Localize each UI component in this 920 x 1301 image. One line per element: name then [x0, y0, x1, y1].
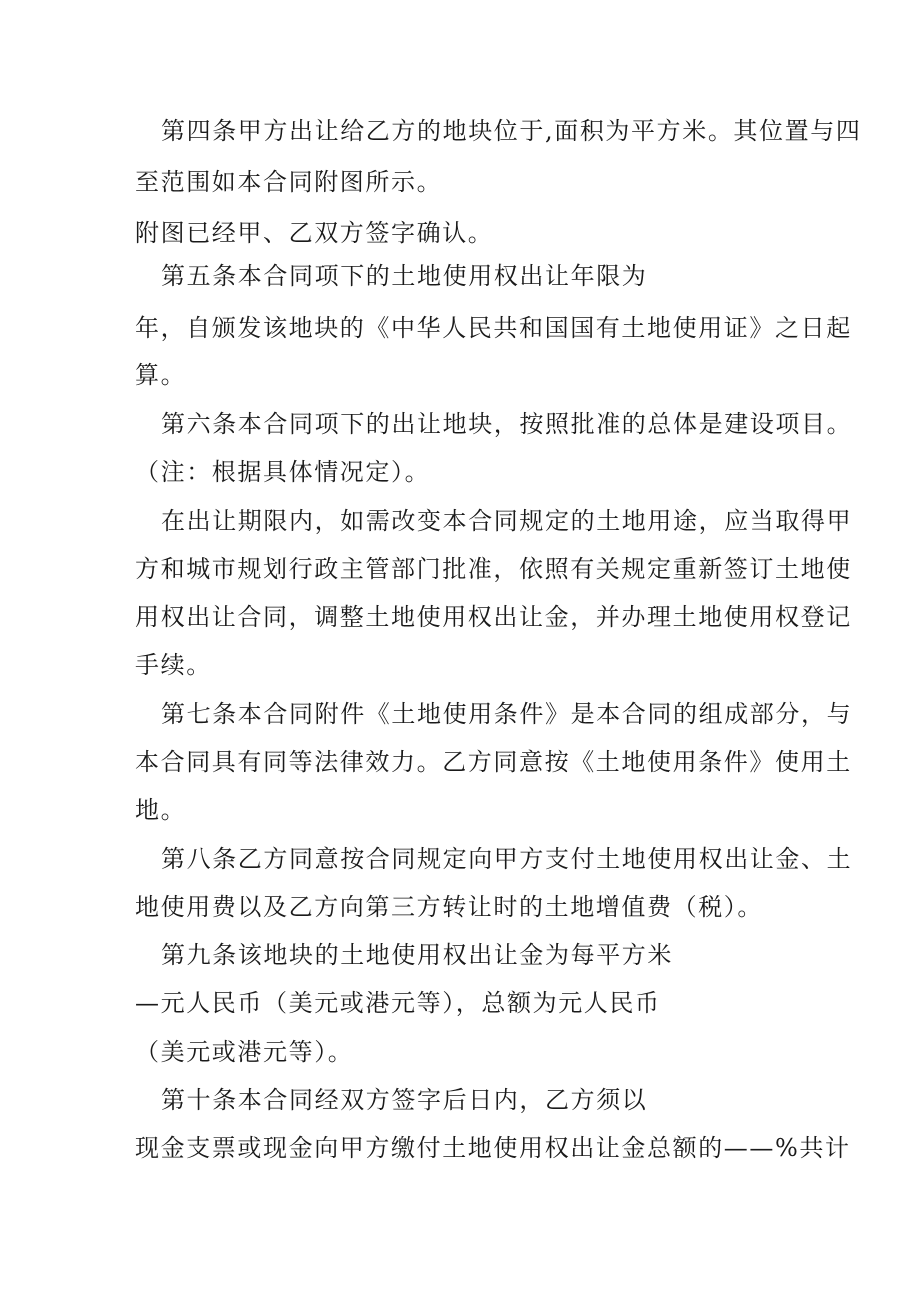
text-line: 方和城市规划行政主管部门批准，依照有关规定重新签订土地使: [135, 555, 852, 583]
text-line: 第七条本合同附件《土地使用条件》是本合同的组成部分，与: [161, 700, 853, 728]
text-line: 附图已经甲、乙双方签字确认。: [135, 219, 494, 247]
text-line: 至范围如本合同附图所示。: [135, 168, 443, 196]
text-line: 用权出让合同，调整土地使用权出让金，并办理土地使用权登记: [135, 603, 852, 631]
text-line: 年，自颁发该地块的《中华人民共和国国有土地使用证》之日起: [135, 314, 852, 342]
text-line: 手续。: [135, 651, 212, 679]
text-line: 算。: [135, 361, 187, 389]
text-line: 在出让期限内，如需改变本合同规定的土地用途，应当取得甲: [161, 507, 853, 535]
text-line: 第八条乙方同意按合同规定向甲方支付土地使用权出让金、土: [161, 845, 853, 873]
text-line: （注：根据具体情况定）。: [135, 458, 431, 486]
text-line: （美元或港元等）。: [135, 1038, 354, 1066]
text-line: 第四条甲方出让给乙方的地块位于,面积为平方米。其位置与四: [161, 117, 862, 145]
text-line: 本合同具有同等法律效力。乙方同意按《土地使用条件》使用土: [135, 748, 852, 776]
text-line: 第六条本合同项下的出让地块，按照批准的总体是建设项目。: [161, 410, 853, 438]
text-line: 第五条本合同项下的土地使用权出让年限为: [161, 262, 648, 290]
text-line: 第十条本合同经双方签字后日内，乙方须以: [161, 1086, 648, 1114]
text-line: 地。: [135, 796, 187, 824]
text-line: 第九条该地块的土地使用权出让金为每平方米: [161, 941, 673, 969]
text-line: 现金支票或现金向甲方缴付土地使用权出让金总额的——%共计: [135, 1134, 851, 1162]
text-line: —元人民币（美元或港元等），总额为元人民币: [135, 989, 661, 1017]
text-line: 地使用费以及乙方向第三方转让时的土地增值费（税）。: [135, 893, 763, 921]
